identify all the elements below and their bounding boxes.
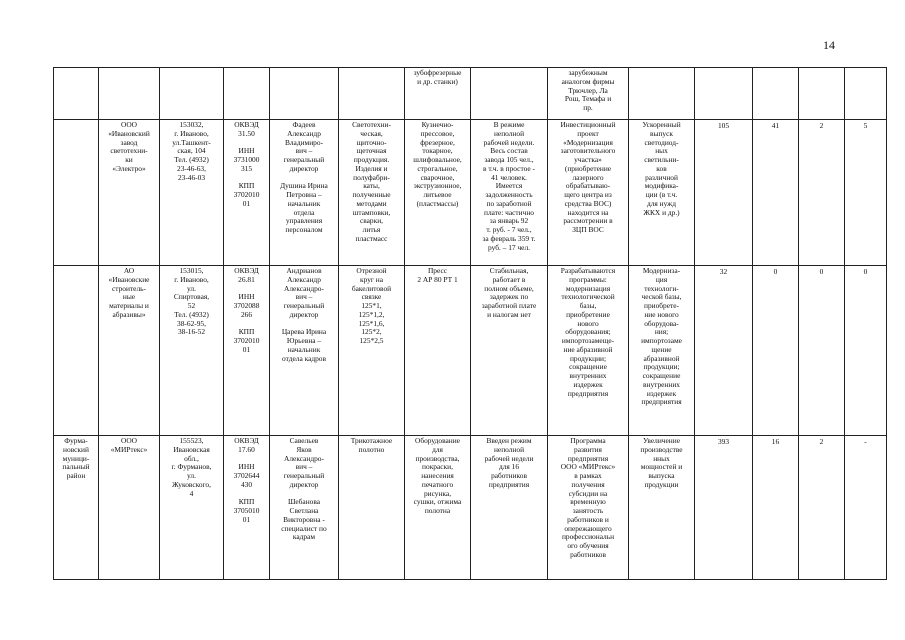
count-4-cell: 5 [845, 120, 887, 266]
head-cell [270, 68, 339, 120]
equipment-cell: Оборудование для производства, покраски, нанесения печатного рисунка, сушки, отжима полотна [405, 436, 471, 580]
count-1-cell: 393 [695, 436, 753, 580]
organization-cell: АО «Ивановские строитель- ные материалы и абразивы» [99, 266, 160, 436]
count-4-cell: - [845, 436, 887, 580]
count-1-cell: 105 [695, 120, 753, 266]
count-4-cell [845, 68, 887, 120]
equipment-cell: Кузнечно- прессовое, фрезерное, токарное, шлифовальное, строгальное, сварочное, экструзионное, литьевое (пластмассы) [405, 120, 471, 266]
address-cell [160, 68, 224, 120]
head-cell: Фадеев Александр Владимиро- вич – генеральный директор Душина Ирина Петровна – начальник отдела управления персоналом [270, 120, 339, 266]
products-cell [339, 68, 405, 120]
mode-cell [471, 68, 548, 120]
plans-cell: Ускоренный выпуск светодиод- ных светильни- ков различной модифика- ции (в т.ч. для нужд ЖКХ и др.) [629, 120, 695, 266]
district-cell: Фурма- новский муници- пальный район [54, 436, 99, 580]
count-3-cell: 2 [799, 436, 845, 580]
count-3-cell [799, 68, 845, 120]
products-cell: Отрезной круг на бакелитовой связке 125*1, 125*1,2, 125*1,6, 125*2, 125*2,5 [339, 266, 405, 436]
mode-cell: Введен режим неполной рабочей недели для 16 работников предприятия [471, 436, 548, 580]
district-cell [54, 266, 99, 436]
address-cell: 153015, г. Иваново, ул. Спиртовая, 52 Тел. (4932) 38-62-95, 38-16-52 [160, 266, 224, 436]
mode-cell: Стабильная, работает в полном объеме, задержек по заработной плате и налогам нет [471, 266, 548, 436]
projects-cell: Разрабатываются программы: модернизация технологической базы, приобретение нового оборудования; импортозамеще- ние абразивной продукции; сокращение внутренних издержек предприятия [548, 266, 629, 436]
table-row [54, 68, 887, 120]
organization-cell [99, 68, 160, 120]
products-cell: Светотехни- ческая, щиточно- щеточная продукция. Изделия и полуфабри- каты, полученные методами штамповки, сварки, литья пластмасс [339, 120, 405, 266]
codes-cell: ОКВЭД 17.60 ИНН 3702644 430 КПП 3705010 01 [224, 436, 270, 580]
codes-cell [224, 68, 270, 120]
count-2-cell: 41 [753, 120, 799, 266]
count-2-cell: 16 [753, 436, 799, 580]
count-4-cell: 0 [845, 266, 887, 436]
table-row [54, 436, 887, 580]
projects-cell: Инвестиционный проект «Модернизация заготовительного участка» (приобретение лазерного обрабатываю- щего центра из средства ВОС) находится на рассмотрении в ЗЦП ВОС [548, 120, 629, 266]
codes-cell: ОКВЭД 26.81 ИНН 3702088 266 КПП 3702010 01 [224, 266, 270, 436]
plans-cell: Увеличение производстве нных мощностей и выпуска продукции [629, 436, 695, 580]
head-cell: Савельев Яков Александро- вич – генеральный директор Шебанова Светлана Викторовна - специалист по кадрам [270, 436, 339, 580]
count-3-cell: 2 [799, 120, 845, 266]
plans-cell: Модерниза- ция технологи- ческой базы, приобрете- ние нового оборудова- ния; импортозаме щение абразивной продукции; сокращение внутренних издержек предприятия [629, 266, 695, 436]
count-1-cell [695, 68, 753, 120]
table-row [54, 120, 887, 266]
mode-cell: В режиме неполной рабочей недели. Весь состав завода 105 чел., в т.ч. в простое - 41 человек. Имеется задолженность по заработной плате: частично за январь 92 т. руб. - 7 чел., за февраль 359 т. руб. – 17 чел. [471, 120, 548, 266]
codes-cell: ОКВЭД 31.50 ИНН 3731000 315 КПП 3702010 01 [224, 120, 270, 266]
count-2-cell: 0 [753, 266, 799, 436]
district-cell [54, 68, 99, 120]
equipment-cell: Пресс 2 АР 80 РТ 1 [405, 266, 471, 436]
equipment-cell: зубофрезерные и др. станки) [405, 68, 471, 120]
address-cell: 155523, Ивановская обл., г. Фурманов, ул. Жуковского, 4 [160, 436, 224, 580]
projects-cell: зарубежным аналогом фирмы Трючлер, Ла Рош, Темафа и пр. [548, 68, 629, 120]
organization-cell: ООО «МИРтекс» [99, 436, 160, 580]
address-cell: 153032, г. Иваново, ул.Ташкент- ская, 104 Тел. (4932) 23-46-63, 23-46-03 [160, 120, 224, 266]
enterprise-table [53, 67, 887, 580]
products-cell: Трикотажное полотно [339, 436, 405, 580]
page-number: 14 [823, 38, 835, 52]
district-cell [54, 120, 99, 266]
projects-cell: Программа развития предприятия ООО «МИРтекс» в рамках получения субсидии на временную занятость работников и опережающего профессиональн ого обучения работников [548, 436, 629, 580]
plans-cell [629, 68, 695, 120]
head-cell: Андрианов Александр Александро- вич – генеральный директор Царева Ирина Юрьевна – начальник отдела кадров [270, 266, 339, 436]
organization-cell: ООО «Ивановский завод светотехни- ки «Электро» [99, 120, 160, 266]
count-3-cell: 0 [799, 266, 845, 436]
table-row [54, 266, 887, 436]
count-1-cell: 32 [695, 266, 753, 436]
count-2-cell [753, 68, 799, 120]
